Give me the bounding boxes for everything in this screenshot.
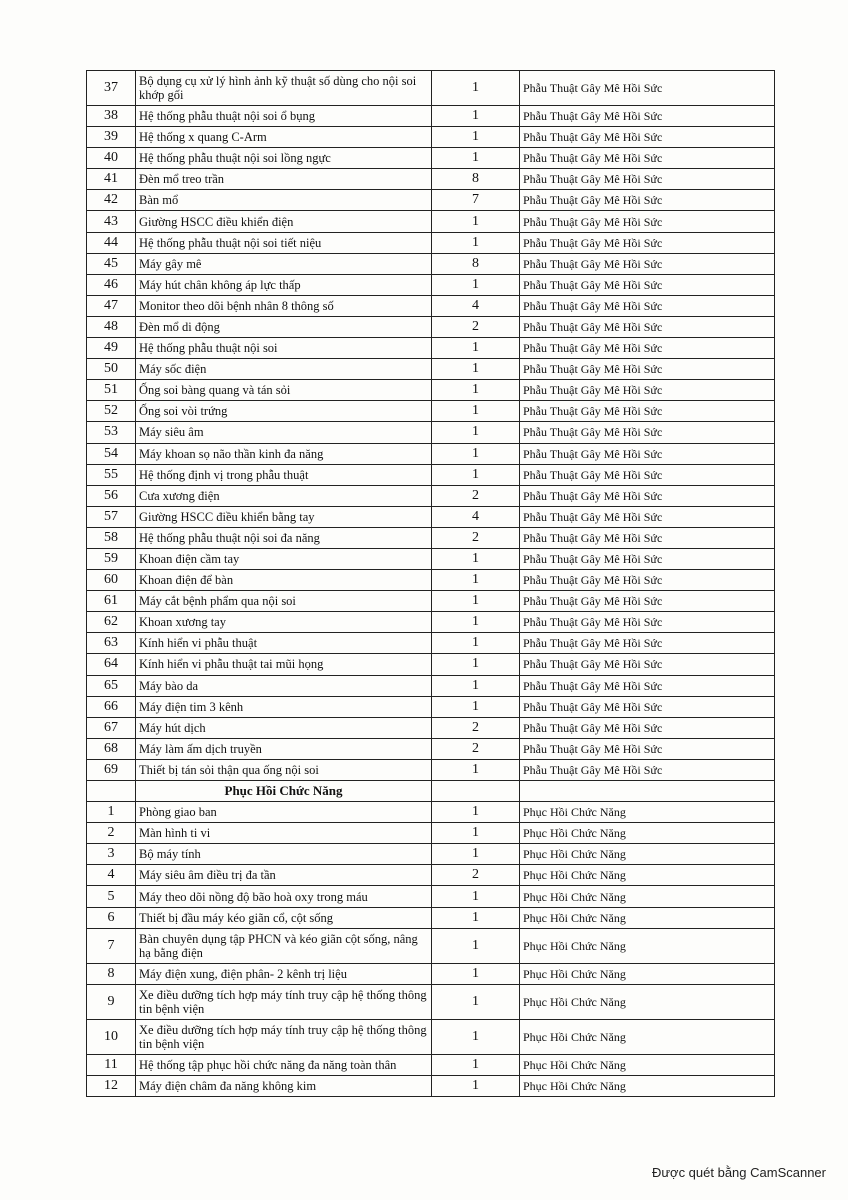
department: Phẫu Thuật Gây Mê Hồi Sức (520, 696, 775, 717)
row-number: 55 (87, 464, 136, 485)
table-row (87, 401, 775, 422)
row-number: 68 (87, 738, 136, 759)
department: Phẫu Thuật Gây Mê Hồi Sức (520, 570, 775, 591)
quantity: 1 (432, 148, 520, 169)
department: Phẫu Thuật Gây Mê Hồi Sức (520, 211, 775, 232)
table-row (87, 865, 775, 886)
quantity: 1 (432, 984, 520, 1019)
row-number: 41 (87, 169, 136, 190)
equipment-name: Máy khoan sọ não thần kinh đa năng (136, 443, 432, 464)
equipment-name: Máy điện tim 3 kênh (136, 696, 432, 717)
department: Phẫu Thuật Gây Mê Hồi Sức (520, 190, 775, 211)
department: Phục Hồi Chức Năng (520, 928, 775, 963)
row-number: 3 (87, 844, 136, 865)
row-number: 57 (87, 506, 136, 527)
table-row (87, 591, 775, 612)
quantity: 1 (432, 211, 520, 232)
quantity: 1 (432, 675, 520, 696)
quantity: 1 (432, 359, 520, 380)
table-row (87, 190, 775, 211)
table-row (87, 633, 775, 654)
department: Phẫu Thuật Gây Mê Hồi Sức (520, 654, 775, 675)
quantity: 1 (432, 1054, 520, 1075)
quantity: 1 (432, 591, 520, 612)
quantity: 1 (432, 907, 520, 928)
quantity: 2 (432, 527, 520, 548)
quantity: 1 (432, 464, 520, 485)
quantity: 1 (432, 127, 520, 148)
table-row (87, 654, 775, 675)
table-row (87, 823, 775, 844)
equipment-table (86, 70, 775, 1097)
department: Phẫu Thuật Gây Mê Hồi Sức (520, 422, 775, 443)
quantity: 1 (432, 422, 520, 443)
row-number: 52 (87, 401, 136, 422)
quantity: 2 (432, 717, 520, 738)
equipment-name: Hệ thống tập phục hồi chức năng đa năng toàn thân (136, 1054, 432, 1075)
row-number: 37 (87, 71, 136, 106)
equipment-name: Màn hình ti vi (136, 823, 432, 844)
row-number: 38 (87, 106, 136, 127)
row-number: 56 (87, 485, 136, 506)
table-row (87, 844, 775, 865)
section-row (87, 781, 775, 802)
equipment-name: Máy điện xung, điện phân- 2 kênh trị liệu (136, 963, 432, 984)
equipment-name: Máy siêu âm (136, 422, 432, 443)
row-number: 62 (87, 612, 136, 633)
row-number: 47 (87, 295, 136, 316)
row-number: 40 (87, 148, 136, 169)
quantity: 1 (432, 696, 520, 717)
department: Phẫu Thuật Gây Mê Hồi Sức (520, 485, 775, 506)
equipment-name: Máy gây mê (136, 253, 432, 274)
department: Phẫu Thuật Gây Mê Hồi Sức (520, 738, 775, 759)
row-number: 11 (87, 1054, 136, 1075)
equipment-name: Bàn chuyên dụng tập PHCN và kéo giãn cột sống, nâng hạ bằng điện (136, 928, 432, 963)
table-row (87, 506, 775, 527)
department: Phẫu Thuật Gây Mê Hồi Sức (520, 401, 775, 422)
row-number: 69 (87, 759, 136, 780)
section-title: Phục Hồi Chức Năng (136, 781, 432, 802)
row-number: 66 (87, 696, 136, 717)
empty-cell (520, 781, 775, 802)
quantity: 1 (432, 928, 520, 963)
table-row (87, 295, 775, 316)
row-number: 58 (87, 527, 136, 548)
equipment-name: Máy cắt bệnh phẩm qua nội soi (136, 591, 432, 612)
table-row (87, 232, 775, 253)
row-number: 61 (87, 591, 136, 612)
quantity: 1 (432, 654, 520, 675)
row-number: 12 (87, 1075, 136, 1096)
table-row (87, 717, 775, 738)
quantity: 2 (432, 316, 520, 337)
department: Phục Hồi Chức Năng (520, 823, 775, 844)
department: Phẫu Thuật Gây Mê Hồi Sức (520, 443, 775, 464)
row-number: 39 (87, 127, 136, 148)
row-number: 53 (87, 422, 136, 443)
table-row (87, 928, 775, 963)
equipment-name: Giường HSCC điều khiển bằng tay (136, 506, 432, 527)
department: Phục Hồi Chức Năng (520, 1075, 775, 1096)
table-row (87, 380, 775, 401)
table-row (87, 359, 775, 380)
equipment-name: Giường HSCC điều khiển điện (136, 211, 432, 232)
table-row (87, 548, 775, 569)
equipment-name: Kính hiển vi phẫu thuật (136, 633, 432, 654)
row-number: 50 (87, 359, 136, 380)
quantity: 1 (432, 106, 520, 127)
department: Phẫu Thuật Gây Mê Hồi Sức (520, 527, 775, 548)
department: Phẫu Thuật Gây Mê Hồi Sức (520, 717, 775, 738)
equipment-name: Monitor theo dõi bệnh nhân 8 thông số (136, 295, 432, 316)
equipment-name: Hệ thống phẫu thuật nội soi ổ bụng (136, 106, 432, 127)
quantity: 1 (432, 570, 520, 591)
quantity: 8 (432, 253, 520, 274)
department: Phẫu Thuật Gây Mê Hồi Sức (520, 506, 775, 527)
equipment-name: Khoan điện cầm tay (136, 548, 432, 569)
department: Phẫu Thuật Gây Mê Hồi Sức (520, 253, 775, 274)
row-number: 59 (87, 548, 136, 569)
department: Phẫu Thuật Gây Mê Hồi Sức (520, 127, 775, 148)
table-row (87, 527, 775, 548)
equipment-name: Xe điều dưỡng tích hợp máy tính truy cập hệ thống thông tin bệnh viện (136, 984, 432, 1019)
equipment-name: Hệ thống phẫu thuật nội soi đa năng (136, 527, 432, 548)
equipment-name: Bộ dụng cụ xử lý hình ảnh kỹ thuật số dùng cho nội soi khớp gối (136, 71, 432, 106)
row-number: 49 (87, 338, 136, 359)
equipment-name: Đèn mổ di động (136, 316, 432, 337)
quantity: 1 (432, 443, 520, 464)
department: Phẫu Thuật Gây Mê Hồi Sức (520, 295, 775, 316)
department: Phẫu Thuật Gây Mê Hồi Sức (520, 359, 775, 380)
equipment-name: Máy sốc điện (136, 359, 432, 380)
quantity: 1 (432, 612, 520, 633)
row-number: 44 (87, 232, 136, 253)
department: Phục Hồi Chức Năng (520, 886, 775, 907)
equipment-name: Máy hút dịch (136, 717, 432, 738)
table-row (87, 127, 775, 148)
equipment-name: Máy bào da (136, 675, 432, 696)
quantity: 1 (432, 548, 520, 569)
equipment-name: Ống soi bàng quang và tán sỏi (136, 380, 432, 401)
table-row (87, 886, 775, 907)
equipment-name: Máy hút chân không áp lực thấp (136, 274, 432, 295)
empty-cell (432, 781, 520, 802)
table-row (87, 907, 775, 928)
row-number: 51 (87, 380, 136, 401)
row-number: 9 (87, 984, 136, 1019)
table-row (87, 106, 775, 127)
table-row (87, 464, 775, 485)
table-row (87, 169, 775, 190)
row-number: 6 (87, 907, 136, 928)
quantity: 7 (432, 190, 520, 211)
row-number: 63 (87, 633, 136, 654)
department: Phục Hồi Chức Năng (520, 1054, 775, 1075)
department: Phẫu Thuật Gây Mê Hồi Sức (520, 591, 775, 612)
quantity: 1 (432, 633, 520, 654)
quantity: 1 (432, 380, 520, 401)
row-number: 5 (87, 886, 136, 907)
row-number: 64 (87, 654, 136, 675)
department: Phục Hồi Chức Năng (520, 1019, 775, 1054)
row-number: 42 (87, 190, 136, 211)
table-row (87, 696, 775, 717)
quantity: 1 (432, 401, 520, 422)
quantity: 1 (432, 274, 520, 295)
equipment-name: Kính hiển vi phẫu thuật tai mũi họng (136, 654, 432, 675)
table-row (87, 963, 775, 984)
equipment-name: Bàn mổ (136, 190, 432, 211)
department: Phẫu Thuật Gây Mê Hồi Sức (520, 338, 775, 359)
department: Phẫu Thuật Gây Mê Hồi Sức (520, 316, 775, 337)
department: Phẫu Thuật Gây Mê Hồi Sức (520, 633, 775, 654)
department: Phẫu Thuật Gây Mê Hồi Sức (520, 675, 775, 696)
equipment-name: Khoan điện để bàn (136, 570, 432, 591)
row-number: 45 (87, 253, 136, 274)
equipment-name: Ống soi vòi trứng (136, 401, 432, 422)
table-row (87, 485, 775, 506)
department: Phẫu Thuật Gây Mê Hồi Sức (520, 232, 775, 253)
quantity: 4 (432, 506, 520, 527)
row-number: 2 (87, 823, 136, 844)
quantity: 1 (432, 1019, 520, 1054)
table-row (87, 675, 775, 696)
row-number: 7 (87, 928, 136, 963)
department: Phẫu Thuật Gây Mê Hồi Sức (520, 380, 775, 401)
department: Phẫu Thuật Gây Mê Hồi Sức (520, 148, 775, 169)
equipment-name: Đèn mổ treo trần (136, 169, 432, 190)
table-row (87, 274, 775, 295)
table-row (87, 759, 775, 780)
quantity: 1 (432, 1075, 520, 1096)
quantity: 2 (432, 738, 520, 759)
table-row (87, 1019, 775, 1054)
table-row (87, 570, 775, 591)
equipment-name: Hệ thống định vị trong phẫu thuật (136, 464, 432, 485)
quantity: 1 (432, 963, 520, 984)
equipment-name: Máy theo dõi nồng độ bão hoà oxy trong máu (136, 886, 432, 907)
scanner-watermark: Được quét bằng CamScanner (651, 1165, 826, 1180)
table-row (87, 738, 775, 759)
table-row (87, 253, 775, 274)
quantity: 8 (432, 169, 520, 190)
row-number: 10 (87, 1019, 136, 1054)
row-number: 67 (87, 717, 136, 738)
table-row (87, 1075, 775, 1096)
table-row (87, 443, 775, 464)
department: Phẫu Thuật Gây Mê Hồi Sức (520, 169, 775, 190)
equipment-name: Máy làm ấm dịch truyền (136, 738, 432, 759)
quantity: 1 (432, 886, 520, 907)
department: Phẫu Thuật Gây Mê Hồi Sức (520, 106, 775, 127)
department: Phẫu Thuật Gây Mê Hồi Sức (520, 274, 775, 295)
department: Phục Hồi Chức Năng (520, 865, 775, 886)
row-number: 48 (87, 316, 136, 337)
table-row (87, 338, 775, 359)
row-number: 46 (87, 274, 136, 295)
equipment-name: Hệ thống x quang C-Arm (136, 127, 432, 148)
table-row (87, 316, 775, 337)
department: Phẫu Thuật Gây Mê Hồi Sức (520, 464, 775, 485)
quantity: 2 (432, 485, 520, 506)
table-body (87, 71, 775, 1097)
table-row (87, 984, 775, 1019)
row-number: 8 (87, 963, 136, 984)
department: Phục Hồi Chức Năng (520, 802, 775, 823)
department: Phẫu Thuật Gây Mê Hồi Sức (520, 71, 775, 106)
row-number: 65 (87, 675, 136, 696)
equipment-name: Máy siêu âm điều trị đa tần (136, 865, 432, 886)
table-row (87, 1054, 775, 1075)
row-number: 60 (87, 570, 136, 591)
department: Phục Hồi Chức Năng (520, 963, 775, 984)
quantity: 1 (432, 802, 520, 823)
table-row (87, 802, 775, 823)
quantity: 1 (432, 844, 520, 865)
quantity: 1 (432, 232, 520, 253)
equipment-name: Hệ thống phẫu thuật nội soi (136, 338, 432, 359)
quantity: 1 (432, 823, 520, 844)
department: Phẫu Thuật Gây Mê Hồi Sức (520, 548, 775, 569)
equipment-name: Hệ thống phẫu thuật nội soi tiết niệu (136, 232, 432, 253)
row-number: 1 (87, 802, 136, 823)
quantity: 1 (432, 71, 520, 106)
table-row (87, 71, 775, 106)
equipment-name: Hệ thống phẫu thuật nội soi lồng ngực (136, 148, 432, 169)
table-row (87, 612, 775, 633)
equipment-name: Khoan xương tay (136, 612, 432, 633)
department: Phẫu Thuật Gây Mê Hồi Sức (520, 612, 775, 633)
table-row (87, 148, 775, 169)
quantity: 2 (432, 865, 520, 886)
equipment-name: Bộ máy tính (136, 844, 432, 865)
equipment-name: Máy điện châm đa năng không kim (136, 1075, 432, 1096)
equipment-name: Phòng giao ban (136, 802, 432, 823)
table-row (87, 422, 775, 443)
empty-cell (87, 781, 136, 802)
equipment-name: Xe điều dưỡng tích hợp máy tính truy cập hệ thống thông tin bệnh viện (136, 1019, 432, 1054)
row-number: 4 (87, 865, 136, 886)
department: Phục Hồi Chức Năng (520, 844, 775, 865)
row-number: 43 (87, 211, 136, 232)
equipment-name: Thiết bị đầu máy kéo giãn cổ, cột sống (136, 907, 432, 928)
equipment-name: Thiết bị tán sỏi thận qua ống nội soi (136, 759, 432, 780)
department: Phục Hồi Chức Năng (520, 984, 775, 1019)
quantity: 1 (432, 759, 520, 780)
equipment-name: Cưa xương điện (136, 485, 432, 506)
department: Phẫu Thuật Gây Mê Hồi Sức (520, 759, 775, 780)
department: Phục Hồi Chức Năng (520, 907, 775, 928)
quantity: 1 (432, 338, 520, 359)
row-number: 54 (87, 443, 136, 464)
table-row (87, 211, 775, 232)
quantity: 4 (432, 295, 520, 316)
